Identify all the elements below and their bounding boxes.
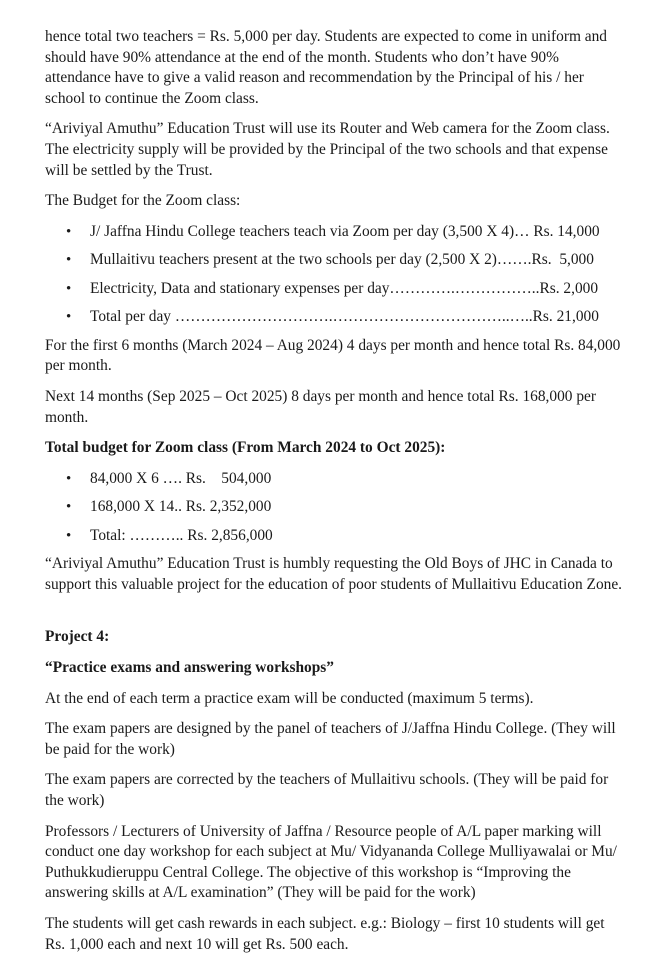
- list-item: [45, 279, 622, 299]
- budget-item-text: J/ Jaffna Hindu College teachers teach via Zoom per day (3,500 X 4)… Rs. 14,000: [90, 222, 600, 240]
- bullet-icon: •: [66, 499, 72, 516]
- project4-paragraph-workshop: Professors / Lecturers of University of Jaffna / Resource people of A/L paper marking will conduct one day workshop for each subject at Mu/ Vidyananda College Mulliyawalai or Mu/ Puthukkudieruppu Central College. The objective of this workshop is “Improving the answering skills at A/L examination” (They will be paid for the work): [45, 822, 617, 902]
- bullet-icon: •: [66, 223, 72, 240]
- project4-paragraph-rewards: The students will get cash rewards in each subject. e.g.: Biology – first 10 students will get Rs. 1,000 each and next 10 will get Rs. 500 each.: [45, 914, 605, 953]
- list-item: [45, 307, 622, 327]
- project4-title: “Practice exams and answering workshops”: [45, 659, 334, 676]
- total-budget-heading: Total budget for Zoom class (From March 2024 to Oct 2025):: [45, 439, 446, 457]
- paragraph-request: “Ariviyal Amuthu” Education Trust is humbly requesting the Old Boys of JHC in Canada to support this valuable project for the education of poor students of Mullaitivu Education Zone.: [45, 555, 623, 593]
- project4-heading: Project 4:: [45, 628, 110, 646]
- total-item-text: 168,000 X 14.. Rs. 2,352,000: [90, 498, 272, 516]
- project4-paragraph-designed: The exam papers are designed by the panel of teachers of J/Jaffna Hindu College. (They will be paid for the work): [45, 720, 616, 758]
- total-item-text: Total: ……….. Rs. 2,856,000: [90, 526, 273, 544]
- list-item: [45, 469, 622, 489]
- paragraph-budget-intro: The Budget for the Zoom class:: [45, 192, 241, 210]
- list-item: [45, 497, 622, 517]
- total-budget-list: [45, 469, 622, 546]
- bullet-icon: •: [66, 527, 72, 544]
- section-spacer: [45, 605, 622, 627]
- project4-paragraph-corrected: The exam papers are corrected by the teachers of Mullaitivu schools. (They will be paid for the work): [45, 771, 609, 809]
- total-item-text: 84,000 X 6 …. Rs. 504,000: [90, 469, 272, 487]
- bullet-icon: •: [66, 470, 72, 487]
- budget-list: [45, 222, 622, 328]
- paragraph-equipment: “Ariviyal Amuthu” Education Trust will use its Router and Web camera for the Zoom class. The electricity supply will be provided by the Principal of the two schools and that expense will be settled by the Trust.: [45, 120, 610, 179]
- list-item: [45, 526, 622, 546]
- list-item: [45, 222, 622, 242]
- bullet-icon: •: [66, 252, 72, 269]
- budget-item-text: Mullaitivu teachers present at the two schools per day (2,500 X 2)…….Rs. 5,000: [90, 251, 594, 269]
- bullet-icon: •: [66, 309, 72, 326]
- budget-item-text: Electricity, Data and stationary expenses per day………….……………..Rs. 2,000: [90, 279, 599, 297]
- paragraph-teacher-cost-attendance: hence total two teachers = Rs. 5,000 per day. Students are expected to come in uniform and should have 90% attendance at the end of the month. Students who don’t have 90% attendance have to give a valid reason and recommendation by the Principal of his / her school to continue the Zoom class.: [45, 28, 607, 107]
- list-item: [45, 250, 622, 270]
- paragraph-first-6-months: For the first 6 months (March 2024 – Aug 2024) 4 days per month and hence total Rs. 84,000 per month.: [45, 336, 621, 375]
- bullet-icon: •: [66, 280, 72, 297]
- project4-paragraph-practice-exam: At the end of each term a practice exam will be conducted (maximum 5 terms).: [45, 689, 534, 707]
- paragraph-next-14-months: Next 14 months (Sep 2025 – Oct 2025) 8 days per month and hence total Rs. 168,000 per month.: [45, 387, 596, 426]
- budget-item-text: Total per day ………………………….……………………………..…..Rs. 21,000: [90, 308, 599, 326]
